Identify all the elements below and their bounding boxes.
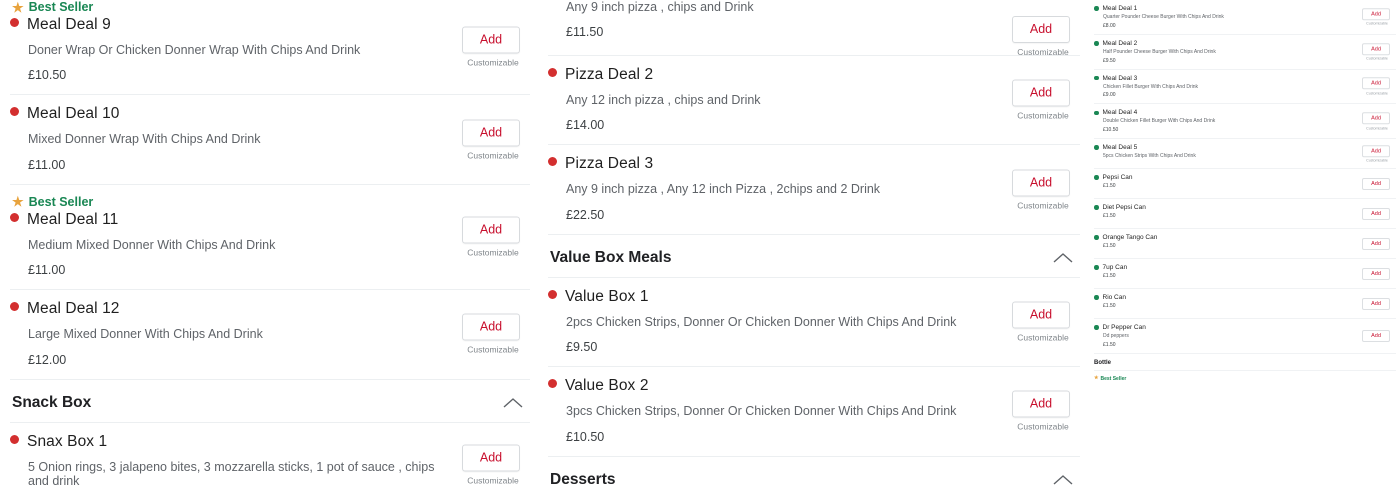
customizable-label: Customizable	[1017, 332, 1069, 343]
menu-item-price: £1.50	[1103, 183, 1116, 189]
veg-indicator-icon	[1094, 76, 1099, 81]
menu-item[interactable]	[1094, 70, 1396, 105]
menu-item-price: £10.50	[566, 429, 605, 444]
menu-item[interactable]	[1094, 371, 1396, 388]
menu-item-title-row	[1094, 294, 1396, 301]
add-button-group	[1012, 391, 1074, 432]
menu-item[interactable]	[1094, 229, 1396, 259]
menu-item-name: Orange Tango Can	[1102, 234, 1158, 241]
menu-item[interactable]	[10, 185, 530, 290]
customizable-label: Customizable	[1366, 125, 1388, 130]
menu-item-description: Medium Mixed Donner With Chips And Drink	[28, 237, 276, 252]
customizable-label: Customizable	[1366, 158, 1388, 163]
best-seller-badge	[1094, 376, 1396, 382]
menu-item-name: Meal Deal 3	[1102, 74, 1138, 82]
add-button-group	[1362, 178, 1392, 190]
chevron-up-icon[interactable]	[502, 397, 524, 409]
section-title: Snack Box	[12, 393, 92, 411]
menu-item-description: Quarter Pounder Cheese Burger With Chips And Drink	[1103, 14, 1224, 20]
menu-item-title-row	[548, 155, 1080, 173]
best-seller-label: Best Seller	[28, 194, 94, 209]
menu-item-title-row	[548, 66, 1080, 84]
menu-item-description: Any 12 inch pizza , chips and Drink	[566, 93, 761, 107]
menu-item-price: £9.50	[566, 340, 598, 355]
menu-item-price: £22.50	[566, 207, 605, 222]
menu-item[interactable]	[1094, 0, 1396, 35]
menu-item-name: Snax Box 1	[27, 432, 108, 450]
customizable-label: Customizable	[1366, 56, 1388, 61]
add-button[interactable]: Add	[1362, 268, 1390, 280]
non-veg-indicator-icon	[548, 157, 557, 166]
add-button-group	[1012, 16, 1074, 57]
menu-item-price: £9.00	[1103, 92, 1116, 99]
menu-item-title-row	[1094, 234, 1396, 241]
menu-item-title-row	[1094, 324, 1396, 331]
menu-item-name: Rio Can	[1102, 294, 1126, 301]
best-seller-badge	[12, 0, 530, 14]
customizable-label: Customizable	[1366, 91, 1388, 96]
menu-item-price: £1.50	[1103, 243, 1116, 249]
menu-item[interactable]	[1094, 35, 1396, 70]
add-button[interactable]: Add	[1362, 208, 1390, 220]
menu-item[interactable]	[10, 0, 530, 95]
menu-item-price: £1.50	[1103, 303, 1116, 309]
menu-item[interactable]	[1094, 259, 1396, 289]
add-button-group	[1362, 238, 1392, 250]
add-button[interactable]: Add	[1362, 8, 1390, 20]
add-button[interactable]: Add	[1012, 80, 1070, 107]
customizable-label: Customizable	[467, 475, 519, 485]
non-veg-indicator-icon	[10, 302, 19, 311]
menu-item-price: £1.50	[1103, 341, 1116, 348]
veg-indicator-icon	[1094, 41, 1099, 46]
add-button-group	[462, 444, 524, 485]
menu-item[interactable]	[1094, 319, 1396, 354]
non-veg-indicator-icon	[548, 379, 557, 388]
customizable-label: Customizable	[1017, 200, 1069, 211]
menu-item-name: 7up Can	[1102, 264, 1128, 271]
add-button-group	[1012, 301, 1074, 342]
customizable-label: Customizable	[467, 150, 519, 161]
veg-indicator-icon	[1094, 175, 1099, 180]
menu-item-title-row	[10, 433, 530, 451]
add-button[interactable]: Add	[1362, 238, 1390, 250]
star-icon: ★	[1094, 375, 1099, 382]
menu-item[interactable]	[10, 95, 530, 184]
menu-item[interactable]	[548, 367, 1080, 456]
customizable-label: Customizable	[1366, 21, 1388, 26]
add-button-group	[462, 314, 524, 355]
chevron-up-icon[interactable]	[1052, 474, 1074, 486]
section-title: Value Box Meals	[550, 248, 672, 266]
add-button[interactable]: Add	[462, 27, 520, 54]
add-button-group	[1362, 268, 1392, 280]
add-button[interactable]: Add	[1012, 301, 1070, 328]
menu-item[interactable]	[1094, 199, 1396, 229]
menu-item-description: 5pcs Chicken Strips With Chips And Drink	[1103, 153, 1196, 159]
add-button[interactable]: Add	[1012, 169, 1070, 196]
menu-item-name: Pepsi Can	[1102, 174, 1133, 181]
customizable-label: Customizable	[1017, 47, 1069, 57]
customizable-label: Customizable	[467, 247, 519, 258]
add-button[interactable]: Add	[462, 119, 520, 146]
menu-item-price: £11.50	[566, 25, 604, 40]
menu-item-price: £11.00	[28, 263, 66, 278]
menu-item-description: Mixed Donner Wrap With Chips And Drink	[28, 132, 261, 147]
menu-item-description: Any 9 inch pizza , chips and Drink	[566, 0, 754, 14]
menu-item-description: Dd peppers	[1103, 333, 1129, 339]
menu-item-description: Half Pounder Cheese Burger With Chips And Drink	[1103, 48, 1216, 55]
non-veg-indicator-icon	[10, 18, 19, 27]
menu-item-description: Double Chicken Fillet Burger With Chips And Drink	[1103, 118, 1216, 125]
menu-item-name: Value Box 2	[565, 377, 649, 395]
veg-indicator-icon	[1094, 6, 1099, 11]
menu-item-name: Meal Deal 4	[1102, 109, 1138, 117]
menu-item-title-row	[1094, 264, 1396, 271]
add-button[interactable]: Add	[462, 444, 520, 471]
menu-item-name: Pizza Deal 3	[565, 155, 654, 173]
add-button-group	[1362, 145, 1392, 163]
customizable-label: Customizable	[467, 57, 519, 68]
non-veg-indicator-icon	[10, 213, 19, 222]
add-button[interactable]: Add	[1012, 391, 1070, 418]
menu-item-title-row	[1094, 204, 1396, 211]
customizable-label: Customizable	[467, 344, 519, 355]
add-button[interactable]: Add	[1012, 16, 1070, 43]
menu-item[interactable]	[1094, 139, 1396, 169]
non-veg-indicator-icon	[10, 107, 19, 116]
menu-item-price: £1.50	[1103, 213, 1116, 219]
customizable-label: Customizable	[1017, 110, 1069, 121]
non-veg-indicator-icon	[548, 290, 557, 299]
menu-item-name: Meal Deal 1	[1102, 5, 1138, 12]
best-seller-label: Best Seller	[1100, 375, 1127, 382]
section-header-snack-box[interactable]	[10, 380, 530, 423]
menu-item-description: Any 9 inch pizza , Any 12 inch Pizza , 2chips and 2 Drink	[566, 182, 881, 197]
menu-item-title-row	[548, 377, 1080, 395]
menu-item-description: 5 Onion rings, 3 jalapeno bites, 3 mozzarella sticks, 1 pot of sauce , chips and drink	[28, 459, 435, 488]
non-veg-indicator-icon	[10, 435, 19, 444]
menu-item[interactable]	[548, 0, 1080, 56]
menu-item-name: Value Box 1	[565, 287, 649, 305]
veg-indicator-icon	[1094, 295, 1099, 300]
menu-item-title-row	[1094, 109, 1396, 116]
menu-item[interactable]	[10, 423, 530, 500]
add-button-group	[1362, 43, 1392, 61]
add-button-group	[1012, 169, 1074, 210]
menu-item-description: 3pcs Chicken Strips, Donner Or Chicken Donner With Chips And Drink	[566, 404, 957, 419]
menu-item-description: Large Mixed Donner With Chips And Drink	[28, 327, 263, 342]
menu-item-title-row	[10, 16, 530, 34]
menu-item-price: £12.00	[28, 352, 67, 367]
menu-item-price: £8.00	[1103, 22, 1116, 29]
menu-item-name: Dr Pepper Can	[1102, 324, 1146, 331]
menu-item-price: £10.50	[1103, 127, 1119, 133]
veg-indicator-icon	[1094, 235, 1099, 240]
add-button-group	[1362, 208, 1392, 220]
menu-item-title-row	[1094, 75, 1396, 82]
add-button-group	[1362, 112, 1392, 130]
non-veg-indicator-icon	[548, 68, 557, 77]
add-button[interactable]: Add	[1362, 178, 1390, 190]
add-button-group	[462, 27, 524, 68]
menu-item-title-row	[10, 105, 530, 123]
veg-indicator-icon	[1094, 205, 1099, 210]
menu-item-name: Meal Deal 11	[27, 210, 119, 228]
star-icon: ★	[12, 0, 24, 15]
menu-item-title-row	[10, 211, 530, 229]
menu-item[interactable]	[1094, 104, 1396, 139]
menu-item-description: 2pcs Chicken Strips, Donner Or Chicken Donner With Chips And Drink	[566, 314, 957, 329]
add-button[interactable]: Add	[462, 216, 520, 243]
add-button-group	[1362, 78, 1392, 96]
menu-item-description: Chicken Fillet Burger With Chips And Drink	[1103, 83, 1199, 90]
menu-item[interactable]	[548, 145, 1080, 234]
add-button-group	[1362, 298, 1392, 310]
best-seller-label: Best Seller	[28, 0, 94, 14]
add-button[interactable]: Add	[1362, 298, 1390, 310]
menu-item-name: Meal Deal 5	[1102, 144, 1138, 151]
add-button[interactable]: Add	[462, 314, 520, 341]
section-title: Desserts	[550, 470, 616, 488]
menu-item-description: Doner Wrap Or Chicken Donner Wrap With Chips And Drink	[28, 43, 361, 57]
menu-item-title-row	[548, 288, 1080, 306]
customizable-label: Customizable	[1017, 421, 1069, 432]
add-button-group	[1362, 8, 1392, 26]
add-button-group	[462, 216, 524, 257]
veg-indicator-icon	[1094, 265, 1099, 270]
menu-item-price: £1.50	[1103, 273, 1116, 279]
menu-item-title-row	[1094, 144, 1396, 151]
veg-indicator-icon	[1094, 325, 1099, 330]
add-button-group	[1012, 80, 1074, 121]
section-header-bottle[interactable]	[1094, 354, 1396, 371]
add-button[interactable]: Add	[1362, 78, 1390, 90]
menu-item-title-row	[1094, 5, 1396, 12]
menu-item-title-row	[10, 300, 530, 318]
menu-item-name: Meal Deal 12	[27, 300, 120, 318]
veg-indicator-icon	[1094, 145, 1099, 150]
veg-indicator-icon	[1094, 111, 1099, 116]
add-button[interactable]: Add	[1362, 43, 1390, 55]
menu-item[interactable]	[10, 290, 530, 379]
menu-item-name: Meal Deal 9	[27, 16, 111, 33]
menu-column-right	[1088, 0, 1400, 500]
add-button[interactable]: Add	[1362, 330, 1390, 342]
menu-column-left	[0, 0, 540, 500]
menu-item-name: Pizza Deal 2	[565, 66, 654, 83]
menu-item-price: £14.00	[566, 118, 605, 133]
add-button[interactable]: Add	[1362, 145, 1390, 157]
chevron-up-icon[interactable]	[1052, 252, 1074, 264]
menu-item-name: Diet Pepsi Can	[1102, 204, 1146, 211]
section-title: Bottle	[1094, 359, 1111, 366]
menu-item[interactable]	[548, 278, 1080, 367]
menu-item-name: Meal Deal 2	[1102, 39, 1138, 47]
star-icon: ★	[12, 194, 24, 210]
menu-item-title-row	[1094, 40, 1396, 47]
add-button-group	[1362, 330, 1392, 342]
menu-item[interactable]	[1094, 289, 1396, 319]
menu-column-middle	[540, 0, 1088, 500]
menu-item-price: £9.50	[1103, 57, 1116, 64]
menu-item-name: Meal Deal 10	[27, 105, 120, 123]
section-header-value-box-meals[interactable]	[548, 235, 1080, 278]
menu-item-price: £11.00	[28, 157, 66, 172]
best-seller-badge	[12, 195, 530, 209]
section-header-desserts[interactable]	[548, 457, 1080, 499]
menu-item-title-row	[1094, 174, 1396, 181]
menu-item[interactable]	[1094, 169, 1396, 199]
menu-item-price: £10.50	[28, 68, 67, 83]
add-button-group	[462, 119, 524, 160]
menu-item[interactable]	[548, 56, 1080, 145]
add-button[interactable]: Add	[1362, 112, 1390, 124]
